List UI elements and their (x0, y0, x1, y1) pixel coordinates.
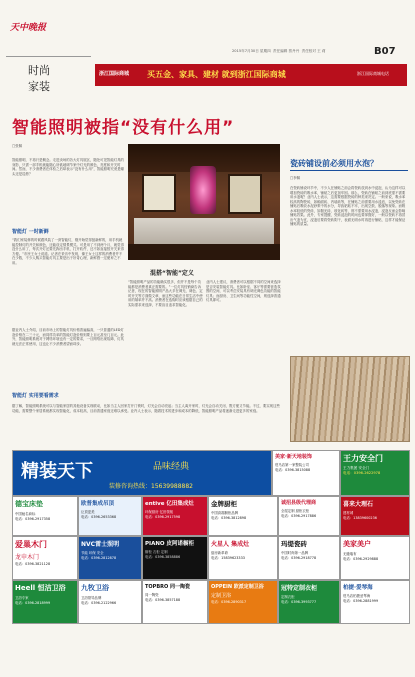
left-body-1: “我们家装修的时候跟风装了一套智能灯，刚开始觉得挺新鲜的，用手机就能控制灯的开关和颜色，还能设定情景模式。可是用了不到两个月，就觉得没什么用了，每次开灯还要先掏出手机、打开软件，还不如直接按开关来得方便。”市民王女士说道。记者在采访中发现，像王女士这样的消费者并不在少数，不少人购买智能灯具主要是出于好奇心理，新鲜感一过便弃之不用。 (12, 238, 124, 265)
ad-piano-line1: 橱柜 衣柜 定制 (145, 550, 168, 554)
ad-jingzhuang-title: 精装天下 (21, 461, 93, 482)
ad-oupu-line2: 电话：0396-2653368 (81, 515, 117, 519)
ad-jinpai-line1: 中国高端橱柜品牌 (211, 511, 239, 515)
ad-bojie-line2: 电话：0396-2881999 (343, 599, 379, 603)
ad-mati-line2: 电话：0396-2918778 (281, 556, 317, 560)
ad-zhaoshang-line1: 全屋定制 厨柜衣柜 (281, 509, 310, 513)
ad-jinpai-title: 金牌厨柜 (211, 500, 237, 508)
left-intro: 智能照明，不再只是概念。走进卖场的各大灯具展区，随处可见智能灯具的身影，只需一部手机就能随心所欲地调节家中灯光的颜色、亮度和开关时间。然而，不少消费者在体验之后却表示“没有什么用”，智能照明究竟是噱头还是趋势？ (12, 158, 124, 176)
right-body: 在瓷砖铺设环节中，不少人在铺贴之前会将瓷砖放到水中浸泡，认为这样可以增加瓷砖的吸水率，铺贴之后更加牢固。那么，瓷砖在铺贴之前到底需不需要用水泡呢？业内人士表示，这需要根据瓷砖的种类来决定。一般来说，吸水率较高的陶瓷砖，如釉面砖、内墙砖等，在铺贴之前需要用水浸泡，以免瓷砖在铺贴后吸收水泥砂浆中的水分，导致粘贴不牢，出现空鼓、脱落等现象。而吸水率较低的瓷砖，如抛光砖、玻化砖等，则不需要用水浸泡，浸泡反而会影响铺贴效果。此外，专家提醒，瓷砖浸泡的时间也要掌握好，一般以瓷砖不再冒出气泡为宜，浸泡后要将瓷砖阴干，表面无明水时再进行铺贴，这样才能保证铺贴的质量。 (290, 186, 406, 226)
newspaper-logo: 天中晚报 (10, 23, 47, 33)
ad-mati[interactable] (278, 536, 340, 580)
right-byline: □李佩 (290, 176, 300, 180)
left-subhead-1: 智能灯 一时新鲜 (12, 229, 49, 235)
ad-guante[interactable] (278, 580, 340, 624)
ad-wangli-line2: 电话：0396-2622978 (343, 471, 381, 475)
ad-aichao-line1: 龙申木门 (15, 554, 40, 561)
mid-body-1: “智能照明产品的功能确实很多，但并不是每个功能都是消费者真正需要的。”一位灯具经销商告诉记者，现在的智能照明产品大多在调光、调色、定时开关等方面做文章，而这些功能在日常生活中使用的频率并不高。消费者在选购时应该根据自己的实际需求来选择，不要盲目追求智能化。 (128, 280, 203, 307)
right-title-rule (290, 170, 408, 171)
photo-caption: 混搭“智能”定义 (150, 270, 194, 277)
ad-piano[interactable] (142, 536, 208, 580)
ad-topbro-line2: 电话：0396-3857188 (145, 598, 181, 602)
ad-jomoo-title: 九牧卫浴 (81, 584, 109, 592)
tiles-photo (290, 356, 410, 442)
ad-xilai-line1: 建材城 (343, 511, 354, 515)
ad-zhaoshang[interactable] (278, 496, 340, 536)
ad-piano-line2: 电话：0396-3858886 (145, 555, 181, 559)
ad-nvc-title: NVC雷士照明 (81, 541, 120, 548)
ad-jinpai-line2: 电话：0396-3812898 (211, 516, 247, 520)
ad-yitian[interactable] (142, 496, 208, 536)
ad-guante-line2: 电话：0396-3993777 (281, 600, 317, 604)
ad-meijiameihu[interactable] (340, 536, 410, 580)
ad-nvc[interactable] (78, 536, 142, 580)
mid-body-2: 业内人士建议，消费者可以根据不同的空间来选择是否安装智能灯具。比如卧室、客厅等需要营造氛围的空间，可以考虑安装具有调光调色功能的智能灯具；而厨房、卫生间等功能性空间，则选择普通灯具即可。 (206, 280, 281, 302)
ad-nvc-line2: 电话：0396-2812878 (81, 556, 117, 560)
ad-meijia-title: 美家·新天地装饰 (275, 454, 312, 460)
ad-aichao[interactable] (12, 536, 78, 580)
ads-area (12, 450, 408, 670)
bottom-body: 据了解，智能照明系统可以与智能家居的其他设备实现联动，比如当主人回家打开门锁时，灯光会自动亮起；当主人离开家时，灯光会自动关闭，既方便又节能。不过，要实现这些功能，需要整个家居系统都实现智能化，成本较高，目前普通家庭还难以承受。业内人士表示，随着技术的进步和成本的降低，智能照明产品将逐渐走进更多的家庭。 (12, 404, 280, 413)
right-title: 瓷砖铺设前必须用水泡？ (290, 159, 378, 168)
ad-debao-line2: 电话：0396-2917358 (15, 517, 51, 521)
ad-guante-line1: 定制衣柜 (281, 595, 295, 599)
ad-oupu-title: 欧普集成吊顶 (81, 501, 115, 507)
ad-bojie[interactable] (340, 580, 410, 624)
ad-jomoo-line1: 卫浴领导品牌 (81, 596, 102, 600)
ad-guante-title: 冠特定制衣柜 (281, 585, 318, 592)
ad-wangli-line1: 王力集团 安全门 (343, 466, 370, 470)
column-name-line1: 时尚 (28, 64, 50, 77)
masthead-divider (6, 56, 91, 57)
ad-aichao-title: 爱巢木门 (15, 540, 47, 549)
masthead (6, 18, 94, 100)
ad-piano-title: PIANO 皮阿诺橱柜 (145, 541, 195, 547)
ad-oppein-line1: 定制卫浴 (211, 593, 232, 599)
ad-huoxingren-line1: 厨房新革命 (211, 551, 228, 555)
banner-brand: 浙江国际商城 (99, 71, 130, 77)
ad-zhaoshang-line2: 电话：0396-2917886 (281, 514, 317, 518)
ad-oppein-line2: 电话：0396-2890317 (211, 600, 247, 604)
dateline (232, 49, 372, 55)
dateline-designer: 责任校对 王 莉 (301, 49, 326, 53)
left-byline: □张佩 (12, 144, 22, 148)
ad-topbro-title: TOPBRO 同一陶瓷 (145, 584, 190, 590)
ad-jingzhuang[interactable] (12, 450, 272, 496)
dateline-date: 2015年7月30日 星期四 (232, 49, 271, 53)
banner-slogan: 买五金、家具、建材 就到浙江国际商城 (147, 70, 286, 79)
ad-topbro-line1: 同一陶瓷 (145, 593, 159, 597)
ad-hegii-line2: 电话：0396-2818999 (15, 601, 51, 605)
ad-jinpai[interactable] (208, 496, 278, 536)
ad-nvc-line1: 节能 环保 安全 (81, 551, 104, 555)
top-banner-ad[interactable] (95, 64, 407, 86)
ad-bojie-title: 柏捷·爱琴海 (343, 585, 373, 591)
banner-side-text: 浙江国际商城电话 (357, 71, 389, 76)
ad-jomoo[interactable] (78, 580, 142, 624)
ad-meijia-line1: 驻马店第一家整装公司 (275, 463, 309, 467)
ad-mati-title: 玛缇瓷砖 (281, 540, 307, 548)
ad-jingzhuang-line1: 品味经典 (153, 462, 190, 472)
ad-meijia[interactable] (272, 450, 340, 496)
ad-oupu[interactable] (78, 496, 142, 536)
ad-aichao-line2: 电话：0396-3821128 (15, 562, 51, 566)
left-subhead-2: 智能灯 实用要看需求 (12, 393, 59, 399)
left-body-2: 据业内人士介绍，目前市场上的智能灯具价格普遍偏高，一只普通的LED灯泡价格在二三十元，而同样功率的智能灯泡价格则要上百元甚至几百元。此外，智能照明系统对于网络环境也有一定的要求，一旦网络出现故障，灯具就无法正常使用，这也让不少消费者望而却步。 (12, 328, 124, 346)
ad-topbro[interactable] (142, 580, 208, 624)
ad-debao[interactable] (12, 496, 78, 536)
ad-meijiameihu-title: 美家美户 (343, 540, 371, 548)
bedroom-photo (128, 144, 280, 260)
ad-meijiameihu-line2: 电话：0396-2929888 (343, 557, 379, 561)
ad-oppein-title: OPPEIN 欧派定制卫浴 (211, 584, 264, 590)
ad-debao-line1: 中国驰名商标 (15, 512, 36, 516)
ad-meijia-line2: 电话：0396-3815088 (275, 468, 311, 472)
ad-huoxingren[interactable] (208, 536, 278, 580)
ad-yitian-line2: 电话：0396-2917598 (145, 515, 181, 519)
ad-zhaoshang-title: 诚招县级代理商 (281, 500, 317, 506)
ad-xilai[interactable] (340, 496, 410, 536)
ad-oppein[interactable] (208, 580, 278, 624)
ad-hegii-title: Heell 恒洁卫浴 (15, 584, 66, 592)
ad-wangli[interactable] (340, 450, 410, 496)
page-code: B07 (374, 46, 396, 57)
ad-xilai-title: 喜来大理石 (343, 501, 374, 508)
ad-bojie-line1: 驻马店柏捷爱琴海 (343, 594, 371, 598)
ad-xilai-line2: 电话：13839600236 (343, 516, 377, 520)
ad-jingzhuang-line2: 装修咨询热线：15639988882 (109, 483, 193, 490)
dateline-editor: 责任编辑 蔡丹丹 (273, 49, 300, 53)
ad-huoxingren-title: 火星人 集成灶 (211, 541, 250, 548)
ad-yitian-title: entive 亿田集成灶 (145, 501, 194, 507)
ad-hegii-line1: 卫浴专家 (15, 596, 29, 600)
ad-huoxingren-line2: 电话：15839623333 (211, 556, 245, 560)
ad-oupu-line1: 让顶更美 (81, 510, 95, 514)
ad-mati-line1: 中国时尚第一品牌 (281, 551, 309, 555)
column-name-line2: 家装 (28, 80, 50, 93)
ad-wangli-title: 王力安全门 (343, 454, 383, 463)
ad-meijiameihu-line1: 无缝墙布 (343, 552, 357, 556)
ad-jomoo-line2: 电话：0396-2122966 (81, 601, 117, 605)
ad-debao-title: 德宝床垫 (15, 500, 43, 508)
ad-hegii[interactable] (12, 580, 78, 624)
headline: 智能照明被指“没有什么用” (12, 118, 235, 138)
ad-yitian-line1: 环保厨房 亿田领航 (145, 510, 174, 514)
